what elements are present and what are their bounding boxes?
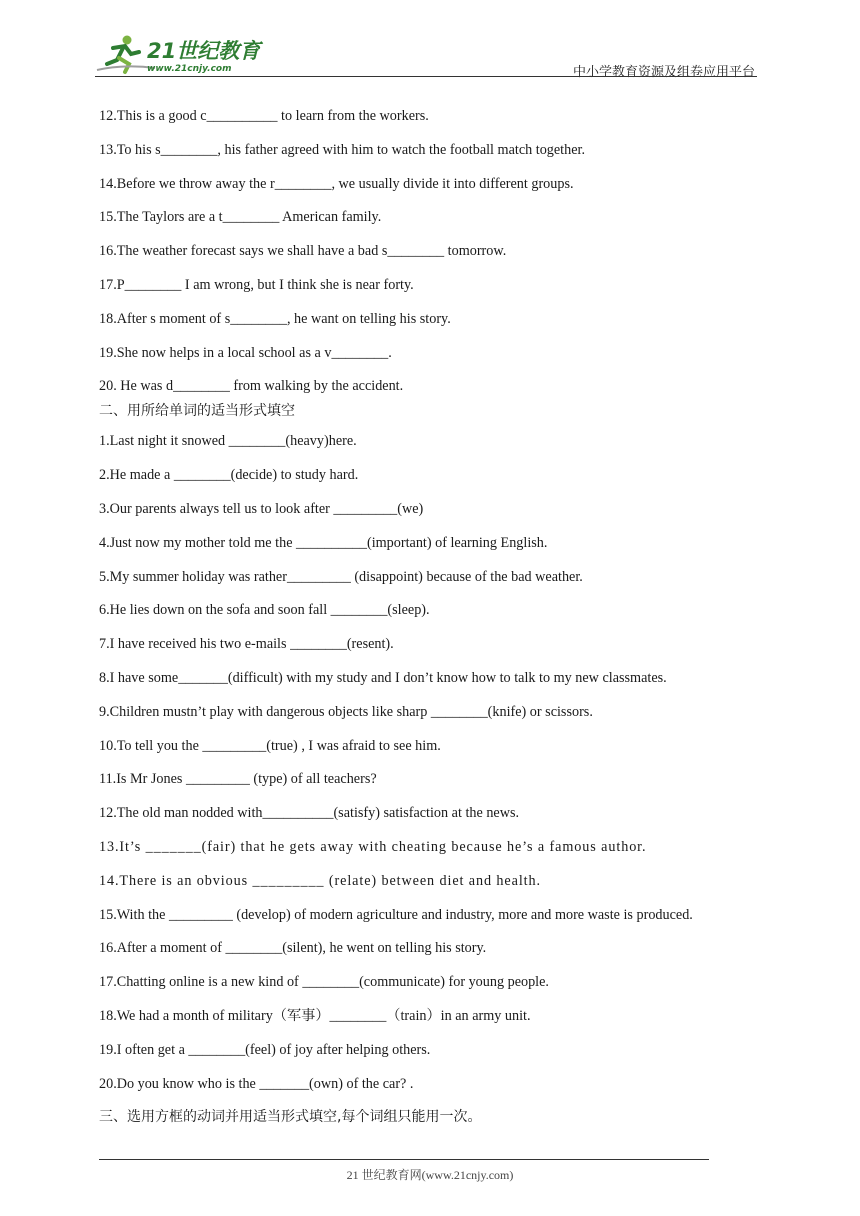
question-16: 16.The weather forecast says we shall have a bad s________ tomorrow.	[99, 243, 507, 260]
question-19: 19.She now helps in a local school as a v________.	[99, 344, 392, 361]
section2-question-9: 9.Children mustn’t play with dangerous objects like sharp ________(knife) or scissors.	[99, 703, 593, 720]
section2-question-10: 10.To tell you the _________(true) , I was afraid to see him.	[99, 737, 441, 754]
section-3-title: 三、选用方框的动词并用适当形式填空,每个词组只能用一次。	[99, 1109, 482, 1126]
question-17: 17.P________ I am wrong, but I think she is near forty.	[99, 276, 414, 293]
section2-question-3: 3.Our parents always tell us to look after _________(we)	[99, 500, 424, 517]
section2-question-19: 19.I often get a ________(feel) of joy after helping others.	[99, 1041, 431, 1058]
header-platform-text: 中小学教育资源及组卷应用平台	[572, 65, 755, 80]
section2-question-2: 2.He made a ________(decide) to study hard.	[99, 467, 359, 484]
section2-question-15: 15.With the _________ (develop) of modern agriculture and industry, more and more waste is produced.	[99, 906, 693, 923]
question-14: 14.Before we throw away the r________, we usually divide it into different groups.	[99, 175, 574, 192]
header-rule	[95, 76, 757, 77]
logo-21cnjy	[95, 34, 270, 76]
section2-question-17: 17.Chatting online is a new kind of ________(communicate) for young people.	[99, 974, 549, 991]
section2-question-20: 20.Do you know who is the _______(own) of the car? .	[99, 1075, 414, 1092]
section-2-title: 二、用所给单词的适当形式填空	[99, 403, 295, 420]
footer-rule	[99, 1159, 709, 1160]
section2-question-5: 5.My summer holiday was rather_________ (disappoint) because of the bad weather.	[99, 568, 583, 585]
svg-text:www.21cnjy.com: www.21cnjy.com	[147, 64, 232, 74]
section2-question-6: 6.He lies down on the sofa and soon fall ________(sleep).	[99, 602, 430, 619]
question-15: 15.The Taylors are a t________ American family.	[99, 209, 382, 226]
page-header	[95, 28, 757, 78]
section2-question-13: 13.It’s _______(fair) that he gets away with cheating because he’s a famous author.	[99, 838, 647, 855]
section2-question-14: 14.There is an obvious _________ (relate) between diet and health.	[99, 872, 541, 889]
question-20: 20. He was d________ from walking by the accident.	[99, 378, 404, 395]
page-footer: 21 世纪教育网(www.21cnjy.com)	[346, 1168, 514, 1182]
section2-question-7: 7.I have received his two e-mails ________(resent).	[99, 636, 394, 653]
question-13: 13.To his s________, his father agreed with him to watch the football match together.	[99, 141, 586, 158]
section2-question-4: 4.Just now my mother told me the __________(important) of learning English.	[99, 534, 548, 551]
exercise-content	[99, 104, 779, 1135]
section2-question-8: 8.I have some_______(difficult) with my study and I don’t know how to talk to my new classmates.	[99, 669, 667, 686]
svg-text:21世纪教育: 21世纪教育	[147, 39, 261, 63]
question-18: 18.After s moment of s________, he want on telling his story.	[99, 310, 451, 327]
section2-question-11: 11.Is Mr Jones _________ (type) of all teachers?	[99, 771, 377, 788]
question-12: 12.This is a good c__________ to learn from the workers.	[99, 108, 429, 124]
section2-question-18: 18.We had a month of military（军事）________（train）in an army unit.	[99, 1007, 531, 1024]
section2-question-16: 16.After a moment of ________(silent), he went on telling his story.	[99, 940, 487, 957]
section2-question-1: 1.Last night it snowed ________(heavy)here.	[99, 433, 357, 450]
section2-question-12: 12.The old man nodded with__________(satisfy) satisfaction at the news.	[99, 805, 520, 822]
